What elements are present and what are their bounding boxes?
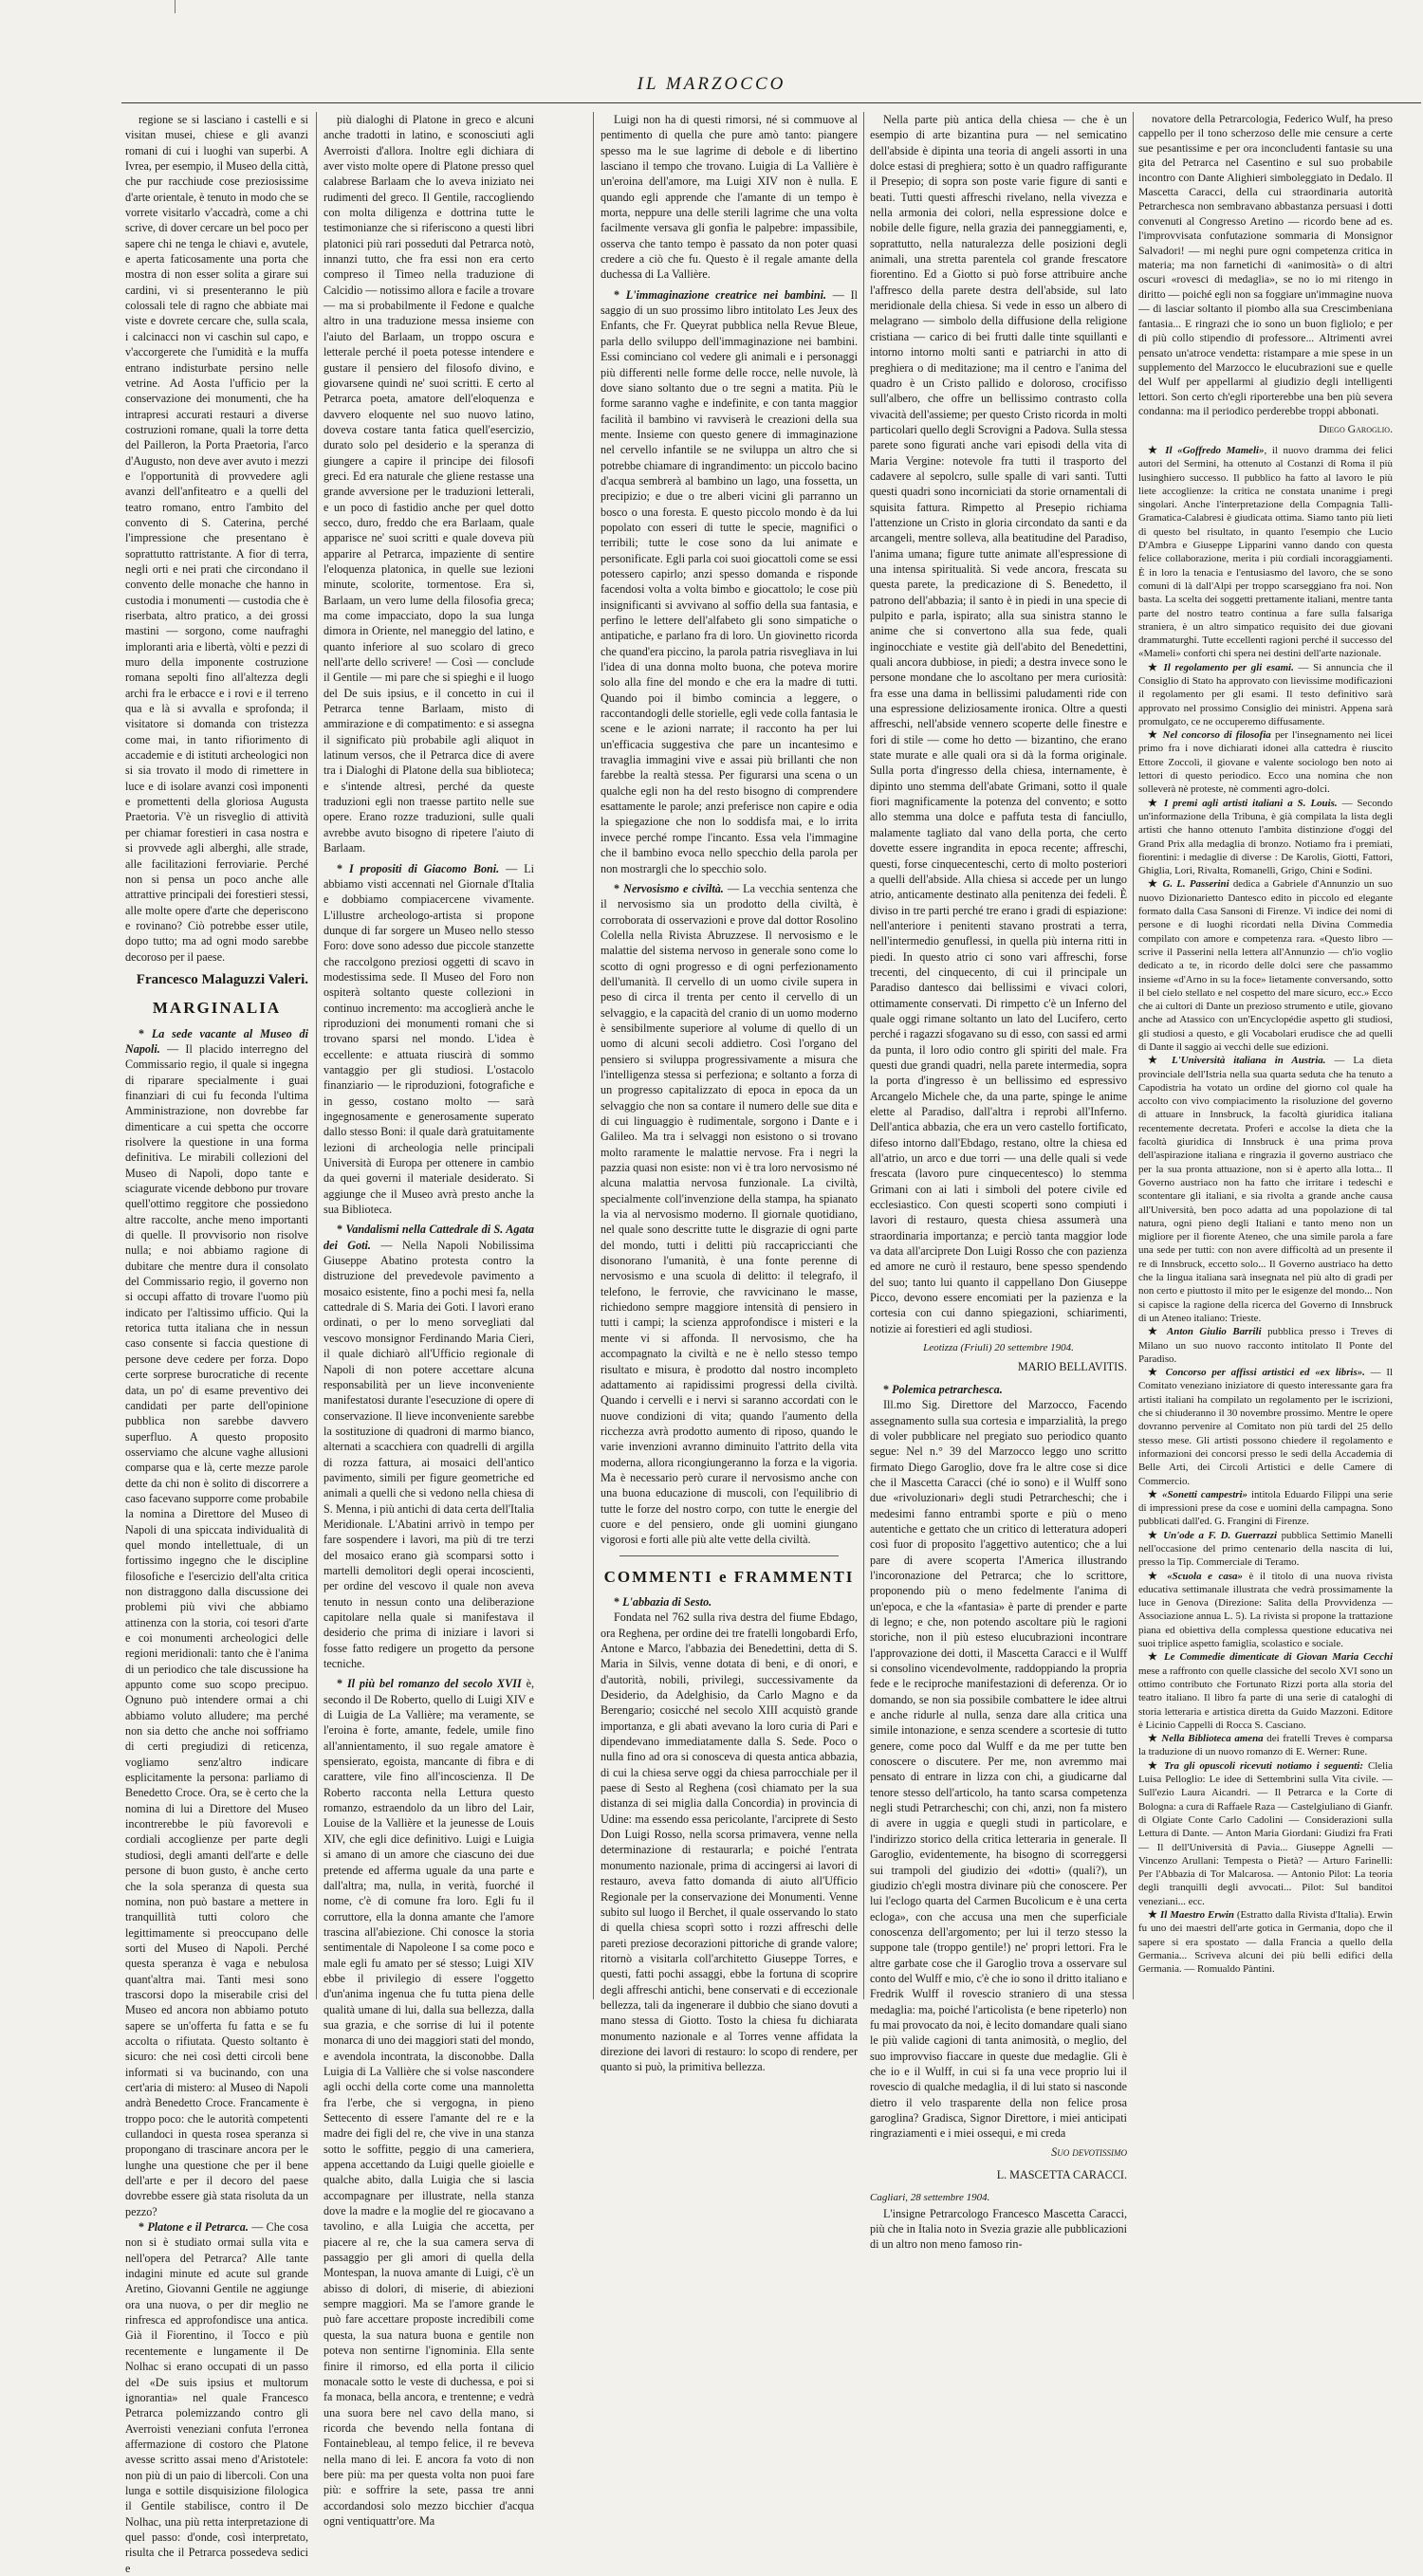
author-signature: Diego Garoglio. <box>1319 422 1393 435</box>
news-item: ★ Le Commedie dimenticate di Giovan Maria Cecchi mese a raffronto con quelle classiche del secolo XVI sono un ottimo contributo che Fortunato Rizzi porta alla storia del teatro italiano. Il libro fa parte di una serie di cataloghi di storia letteraria e artistica diretta da Guido Mazzoni. Editore è Licinio Cappelli di Rocca S. Casciano. <box>1138 1651 1393 1731</box>
note: * I propositi di Giacomo Boni. — Li abbiamo visti accennati nel Giornale d'Italia e dobbiamo compiacercene vivamente. L'illustre archeologo-artista si propone dunque di far sorgere un Museo nello stesso Foro: dove sono adesso due piccole stanzette che raccolgono preziosi oggetti di scavo in modestissima sede. Il Museo del Foro non ospiterà soltanto queste collezioni in continuo incremento: ma accoglierà anche le riproduzioni dei monumenti romani che si trovano sparsi nel mondo. L'idea è eccellente: e attuata riuscirà di sommo vantaggio per gli studiosi. L'ostacolo finanziario — le riproduzioni, fotografiche e in gesso, costano molto — sarà ingegnosamente e generosamente superato dallo stesso Boni: il quale darà gratuitamente lezioni di archeologia nelle principali Università di Europa per ottenere in cambio da quei governi il materiale desiderato. Si aggiunge che il Museo avrà presto anche la sua Biblioteca. <box>323 861 534 1217</box>
note-text: — Che cosa non si è studiato ormai sulla vita e nell'opera del Petrarca? Alle tante indagini minute ed acute sul grande Aretino, Giovanni Gentile ne aggiunge ora una nuova, o per dir meglio ne rinfresca ed approfondisce una antica. Già il Fiorentino, il Tocco e più recentemente e lungamente il De Nolhac si erano occupati di un passo del «De suis ipsius et multorum ignorantia» nel quale Francesco Petrarca polemizzando contro gli Averroisti veneziani confuta l'erronea affermazione di costoro che Platone avesse scritto assai meno d'Aristotele: non più di un paio di libercoli. Con una lunga e sottile disquisizione filologica il Gentile stabilisce, contro il De Nolhac, una più retta interpretazione di quel passo: d'onde, così interpretato, risulta che il Petrarca possedeva sedici e <box>125 2220 309 2575</box>
news-item: ★ Il Maestro Erwin (Estratto dalla Rivista d'Italia). Erwin fu uno dei maestri dell'arte gotica in Germania, dopo che il sapere si era spostato — dalla Francia a quello della Germania... Scriveva alcuni dei più belli edifici della Germania. — Romualdo Pàntini. <box>1138 1909 1393 1976</box>
note: * Nervosismo e civiltà. — La vecchia sentenza che il nervosismo sia un prodotto della civiltà, è corroborata di osservazioni e prove dal dottor Rosolino Colella nella Rivista Abruzzese. Il nervosismo e le malattie del sistema nervoso in generale sono come lo scotto di ogni progresso e di ogni perfezionamento dell'umanità. Il cervello di un uomo civile supera in peso di circa il trenta per cento il cervello di un selvaggio, e la capacità del cranio di un uomo moderno è sensibilmente superiore al volume di quello di un uomo di alcuni secoli addietro. Così l'organo del pensiero si sviluppa progressivamente a misura che l'intelligenza stessa si perfeziona; e soltanto a forza di un progresso capitalizzato di epoca in epoca da un selvaggio che non sa contare il numero delle sue dita e di cui linguaggio è rudimentale, sorgono i Dante e i Galileo. Ma tra i selvaggi non esistono o si trovano molto raramente le malattie nervose. Fra i negri la pazzia quasi non esiste: non vi è tra loro nervosismo né alcuna malattia nervosa funzionale. La civiltà, specialmente coll'invenzione della stampa, ha spianato la via al nervosismo moderno. Il giornale quotidiano, nel quale sono descritte tutte le disgrazie di ogni parte del mondo, tutti i delitti più raccapriccianti che disonorano l'umanità, è una fonte perenne di nervosismo e una scuola di delitto: il telegrafo, il telefono, le ferrovie, che ravvicinano le masse, richiedono sempre maggiore intensità di pensiero in tutti i campi; la scienza approfondisce i misteri e la mente vi si affonda. Il nervosismo, che ha accompagnato la civiltà e ne è nello stesso tempo risultato e misura, è prodotto dal nostro incompleto adattamento ai rapidissimi progressi della civiltà. Quando i cervelli e i nervi si saranno accordati con le nuove condizioni di vita; quando l'aumento della ricchezza avrà prodotto aumento di riposo, quando le varie invenzioni avranno diminuito l'attrito della vita moderna, allora ricongiungeranno la forza e la vigoria. Ma è necessario però curare il nervosismo anche con una buona educazione di muscoli, con l'equilibrio di tutte le forze del nostro corpo, con tutte le energie del cuore e del pensiero, onde gli uomini giungano vigorosi e forti alle più alte vette della civiltà. <box>601 881 858 1547</box>
news-item: ★ Nel concorso di filosofia per l'insegnamento nei licei primo fra i nove dichiarati idonei alla cattedra è riuscito Ettore Zoccoli, il giovane e valente sociologo ben noto ai lettori di questo periodico. Ecco una nomina che non solleverà nè proteste, nè commenti agro-dolci. <box>1138 729 1393 796</box>
note-text: — Li abbiamo visti accennati nel Giornale d'Italia e dobbiamo compiacercene vivamente. L'illustre archeologo-artista si propone dunque di far sorgere un Museo nello stesso Foro: dove sono adesso due piccole stanzette che raccolgono preziosi oggetti di scavo in modestissima sede. Il Museo del Foro non ospiterà soltanto queste collezioni in continuo incremento: ma accoglierà anche le riproduzioni dei monumenti romani che si trovano sparsi nel mondo. L'idea è eccellente: e attuata riuscirà di sommo vantaggio per gli studiosi. L'ostacolo finanziario — le riproduzioni, fotografiche e in gesso, costano molto — sarà ingegnosamente e generosamente superato dallo stesso Boni: il quale darà gratuitamente lezioni di archeologia nelle principali Università di Europa per ottenere in cambio da quei governi il materiale desiderato. Si aggiunge che il Museo avrà presto anche la sua Biblioteca. <box>323 861 534 1217</box>
note: * Il più bel romanzo del secolo XVII è, secondo il De Roberto, quello di Luigi XIV e di Luigia de La Vallière; ma veramente, se l'eroina è forte, amante, fedele, umile fino all'annientamento, il suo regale amatore è spensierato, egoista, mancante di fibra e di carattere, vile fino all'incoscienza. Il De Roberto racconta nella Lettura questo romanzo, estraendolo da un libro del Lair, Louise de la Vallière et la jeunesse de Louis XIV, che egli dice definitivo. Luigi e Luigia si amano di un amore che ciascuno dei due pretende ed afferma uguale da una parte e dall'altra; ma, nulla, in verità, fuorché il nome, c'è di comune fra loro. Egli fu il corruttore, ella la donna amante che l'amore trascina all'abiezione. Chi conosce la storia sentimentale di Napoleone I sa come poco e male egli fu amato per sé stesso; Luigi XIV ebbe il privilegio di essere l'oggetto d'un'anima ingenua che fu tutta piena delle qualità umane di lui, dalla sua bellezza, dalla sua grazia, e che sorrise di lui il potente monarca di uno dei maggiori stati del mondo, e avendola incontrata, la disconobbe. Dalla Luigia di La Vallière che si volse nascondere agli occhi della corte come una mannoletta fra l'erbe, che si vergogna, in pieno Settecento di essere l'amante del re e la madre dei figli del re, che vive in una stanza sotto le soffitte, peggio di una cameriera, appena accettando da Luigi quelle gioielle e qualche abito, dalla Luigia che si lascia accompagnare per illustrate, nella stanza dove la madre e la moglie del re giocavano a tavolino, e alla Luigia che accetta, per piacere al re, che la sua camera serva di passaggio per gli amori di quella della Montespan, la nuova amante di Luigi, c'è un abisso di dolori, di miserie, di abiezioni sempre maggiori. Ma se l'amore grande le può fare accettare proposte incredibili come questa, la sua natura buona e gentile non poteva non sentirne l'ignominia. Ella sente finire il rimorso, ed ella porta il cilicio monacale sotto le veste di duchessa, e poi si fa monaca, bella ancora, e trentenne; e vedrà una suora bere nel cavo della mano, si ricorda che bevendo nella fontana di Fontainebleau, al tempo felice, il re beveva nella mano di lei. E ancora fa voto di non bere più: ma per questa volta non puoi fare più: e soffrire la sete, passa tre anni accordandosi solo mezzo bicchier d'acqua ogni ventiquattr'ore. Ma <box>323 1677 534 2528</box>
news-item: ★ Nella Biblioteca amena dei fratelli Treves è comparsa la traduzione di un nuovo romanzo di E. Werner: Rune. <box>1138 1733 1393 1758</box>
section-title: COMMENTI e FRAMMENTI <box>603 1567 855 1586</box>
comment-head: L'abbazia di Sesto. <box>622 1594 712 1609</box>
article-text: novatore della Petrarcologia, Federico Wulf, ha preso cappello per il tono scherzoso delle mie censure a certe sue pesantissime e per ora inconcludenti fantasie su una gita del Petrarca nel Casentino e sul suo probabile incontro con Dante Alighieri simboleggiato in Dedalo. Il Mascetta Caracci, della cui straordinaria autorità Petrarchesca non sembravano abbastanza persuasi i dotti convenuti al Congresso Aretino — ricordo bene ad es. l'improvvisata confutazione sommaria di Monsignor Salvadori! — mi neghi pure ogni competenza critica in materia; ma non farnetichi di «animosità» o di altri oscuri «rovesci di medaglia», se no io mi ritengo in diritto — poiché egli non sa foggiare un'immagine nuova — di lasciar soltanto il piombo alla sua Crescimbeniana fantasia... E ringrazi che io sono un buon figliolo; e per di più collo stipendio di professore... Altrimenti avrei pensato un'atroce vendetta: ristampare a mie spese in un supplemento del Marzocco le elucubrazioni sue e quelle del Wulf per appellarmi al giudizio degli intelligenti lettori. Son certo ch'egli riporterebbe una ben più severa condanna: ma il periodico perderebbe troppi abbonati. <box>1138 113 1393 418</box>
news-item: ★ Anton Giulio Barrili pubblica presso i Treves di Milano un suo nuovo racconto intitolato Il Ponte del Paradiso. <box>1138 1326 1393 1365</box>
article-text: Luigi non ha di questi rimorsi, né si commuove al pentimento di quella che pure amò tanto: piangere spesso ma le sue lagrime di debole e di libertino lasciano il tempo che trovano. Luigia di La Vallière è un'eroina dell'amore, ma Luigi XIV non è nulla. E quando egli apprende che l'amante di un tempo è morta, neppure una delle sterili lagrime che una volta facilmente versava gli gonfia le palpebre: impassibile, osserva che tanto tempo è passato da non poter quasi credere a ciò che fu. Questo è il regale amante della duchessa di La Vallière. <box>601 113 858 282</box>
note-text: — Nella Napoli Nobilissima Giuseppe Abatino protesta contro la distruzione del prevedevole pavimento a mosaico esistente, fino a pochi mesi fa, nella cattedrale di S. Maria dei Goti. I lavori erano ordinati, o per lo meno sorvegliati dal vescovo monsignor Ferdinando Maria Cieri, il quale dichiarò all'Ufficio regionale di Napoli di non potere accettare alcuna responsabilità per un lieve inconveniente manifestatosi durante l'esecuzione di opere di conservazione. Il lieve inconveniente sarebbe la sostituzione di quadroni di marmo bianco, alternati a scacchiera con quadrelli di argilla di rozza fattura, ai mosaici dell'antico pavimento, simili per figure geometriche ed animali a quelli che si vedono nella chiesa di S. Menna, i più antichi di data certa dell'Italia Meridionale. L'Abatini arrivò in tempo per fare sospendere i lavori, ma più di tre terzi del mosaico erano già scomparsi sotto i martelli demolitori degli operai incoscienti, per ordine del vescovo il quale non aveva tenuto in nessun conto una deliberazione capitolare nella quale si manifestava il desiderio che prima di iniziare i lavori si fosse fatto redigere un progetto da persone tecniche. <box>323 1238 534 1671</box>
article-signature: Francesco Malaguzzi Valeri. <box>136 971 308 987</box>
note: * L'immaginazione creatrice nei bambini. — Il saggio di un suo prossimo libro intitolato Les Jeux des Enfants, che Fr. Queyrat pubblica nella Revue Bleue, parla dello sviluppo dell'immaginazione nei bambini. Essi cominciano col vedere gli animali e i personaggi più differenti nelle forme delle rocce, nelle nuvole, là dove siano soltanto due o tre segni a matita. Più le forme saranno vaghe e indefinite, e con tanta maggior facilità il bambino vi ravviserà le creazioni della sua mente. Insieme con questo genere di immaginazione nel cervello infantile se ne sviluppa un altro che si potrebbe chiamare di ingrandimento: un piccolo bacino d'acqua sembrerà al bambino un lago, una fossetta, un precipizio; e due o tre alberi vicini gli parranno un bosco o una foresta. E questo piccolo mondo è da lui popolato con esseri di tutte le specie, magnifici o terribili; tutte le cose sono da lui animate e personificate. Egli parla coi suoi giocattoli come se essi potessero capirlo; anzi spesso domanda e risponde facendosi volta a volta bimbo e giocattolo; le cose più insignificanti si avvivano al soffio della sua fantasia, e perfino le lettere dell'alfabeto gli sono simpatiche o antipatiche, e parlano fra di loro. Un giovinetto ricorda che quand'era piccino, la parola patria risvegliava in lui l'idea di una donna molto buona, che poteva morire solo alla fine del mondo e che era la madre di tutti. Quando poi il bimbo comincia a leggere, o raccontandogli delle storielle, egli vede colla fantasia le scene e le azioni narrate; il racconto ha per lui un'efficacia suggestiva che pare un incantesimo e travaglia immagini vive e assai più brillanti che non farebbe la realtà stessa. Per figurarsi una scena o un qualche egli non ha del resto bisogno di comprendere esattamente le parole; anzi preferisce non capire e odia la spiegazione che non lo soddisfa mai, e lo irrita invece perché rompe l'incanto. Essa vela l'immagine che il bambino evoca nello specchio della parola per non mostrargli che lo specchio solo. <box>601 287 859 875</box>
news-item: ★ Concorso per affissi artistici ed «ex libris». — Il Comitato veneziano iniziatore di questo interessante gara fra artisti italiani ha compilato un regolamento per le iscrizioni, che si chiuderanno il 30 novembre prossimo. Mentre le opere dovranno pervenire al Comitato non più tardi del 25 dello stesso mese. Gli artisti possono chiedere il regolamento e informazioni dei concorsi presso le sedi della Accademia di Belle Arti, dei Circoli Artistici e delle Camere di Commercio. <box>1138 1367 1393 1487</box>
note-head: L'immaginazione creatrice nei bambini. <box>625 287 827 302</box>
news-item: ★ I premi agli artisti italiani a S. Louis. — Secondo un'informazione della Tribuna, è già compilata la lista degli artisti che hanno ottenuto l'ambita distinzione d'oggi del Grand Prix alla medaglia di bronzo. Notiamo fra i premiati, fiorentini: i medaglie di diverse : De Karolis, Giotti, Fattori, Ghiglia, Lori, Rivalta, Romanelli, Grigo, Chini e Sodini. <box>1138 797 1393 877</box>
column-2 <box>323 112 534 2528</box>
column-divider <box>863 112 864 1999</box>
note-head: I propositi di Giacomo Boni. <box>349 861 500 875</box>
page-crop-mark <box>175 0 176 13</box>
news-item: ★ Tra gli opuscoli ricevuti notiamo i seguenti: Clelia Luisa Pelloglio: Le idee di Settembrini sulla Vita civile. — Sull'ezio Laura Aicandri. — Il Petrarca e la Corte di Bologna: a cura di Raffaele Raza — Castelgiuliano di Gianfr. di Olgiate Conte Carlo Cadolini — Considerazioni sulla Lettura di Dante. — Anton Maria Giordani: Giudizi fra Frati — Il dell'Università di Pavia... Giuseppe Agnelli — Vincenzo Arullani: Tempesta o Pietà? — Arturo Farinelli: Per l'Abbazia di Tor Malcarosa. — Antonio Pilot: La teoria degli tranquilli degli avvocati... Pilot: Sul banditoi veneziani... ecc. <box>1138 1759 1393 1907</box>
note: * Vandalismi nella Cattedrale di S. Agata dei Goti. — Nella Napoli Nobilissima Giuseppe Abatino protesta contro la distruzione del prevedevole pavimento a mosaico esistente, fino a pochi mesi fa, nella cattedrale di S. Maria dei Goti. I lavori erano ordinati, o per lo meno sorvegliati dal vescovo monsignor Ferdinando Maria Cieri, il quale dichiarò all'Ufficio regionale di Napoli di non potere accettare alcuna responsabilità per un lieve inconveniente manifestatosi durante l'esecuzione di opere di conservazione. Il lieve inconveniente sarebbe la sostituzione di quadroni di marmo bianco, alternati a scacchiera con quadrelli di argilla di rozza fattura, ai mosaici dell'antico pavimento, simili per figure geometriche ed animali a quelli che si vedono nella chiesa di S. Menna, i più antichi di data certa dell'Italia Meridionale. L'Abatini arrivò in tempo per fare sospendere i lavori, ma più di tre terzi del mosaico erano già scomparsi sotto i martelli demolitori degli operai incoscienti, per ordine del vescovo il quale non aveva tenuto in nessun conto una deliberazione capitolare nella quale si manifestava il desiderio che prima di iniziare i lavori si fosse fatto redigere un progetto da persone tecniche. <box>323 1223 534 1671</box>
author-signature: MARIO BELLAVITIS. <box>1017 1359 1127 1373</box>
column-divider <box>316 112 317 1999</box>
news-item: ★ Un'ode a F. D. Guerrazzi pubblica Settimio Manelli nell'occasione del primo centenario della nascita di lui, presso la Tip. Commerciale di Teramo. <box>1138 1529 1393 1569</box>
note: * Polemica petrarchesca. <box>883 1382 1003 1396</box>
note: * La sede vacante al Museo di Napoli. — Il placido interregno del Commissario regio, il quale si ingegna di riparare specialmente i guai finanziari di cui fu feconda l'ultima Amministrazione, non dovrebbe far dimenticare a cui spetta che occorre risolvere la questione in una forma definitiva. Le mirabili collezioni del Museo di Napoli, dopo tante e sciagurate vicende debbono pur trovare quell'ottimo reggitore che possiedono altre raccolte, anche meno importanti di quelle. Il provvisorio non risolve nulla; e noi abbiamo ragione di dubitare che mentre dura il consolato del Commissario regio, il governo non si occupi affatto di trovare l'uomo più indicato per l'altissimo ufficio. Qui la retorica tutta italiana che in nessun caso consente si faccia questione di persone deve cedere per forza. Dopo certe sorprese burocratiche di recente data, un po' di esame preventivo dei candidati per parte dell'opinione pubblica non sarebbe davvero superfluo. A questo proposito osserviamo che alcune vaghe allusioni comparse qua e là, certe mezze parole dette da chi non è solito di discorrere a caso facevano supporre come probabile la nomina a Direttore del Museo di Napoli di una spiccata individualità di quel mondo intellettuale, di un fortissimo ingegno che le discipline filosofiche e l'esercizio dell'alta critica non distraggono dalla discussione dei problemi più vivi che abbiamo attinenza con la storia, coi tesori d'arte e coi monumenti archeologici delle regioni meridionali: tanto che è l'anima di un periodico che tale discussione ha appunto come suo scopo precipuo. Ognuno può intendere ormai a chi abbiamo voluto alludere; ma perché non sia detto che anche noi soffriamo di certi pregiudizi di reticenza, vogliamo senz'altro indicare esplicitamente la persona: parliamo di Benedetto Croce. Ora, se è certo che la nomina di lui a Direttore del Museo incontrerebbe le più favorevoli e cordiali accoglienze per parte degli studiosi, degli amanti dell'arte e delle persone di buon gusto, è anche certo che la sola speranza di questa sua nomina, non può bastare a mettere in tranquillità tutti coloro che legittimamente si preoccupano delle sorti del Museo di Napoli. Perché questa speranza è vaga e nebulosa quant'altra mai. Tanti mesi sono trascorsi dopo la miserabile crisi del Museo ed ancora non abbiamo potuto sapere se un'offerta fu fatta e se fu accolta o rifiutata. Questo soltanto è sicuro: che nei così detti circoli bene informati si va bucinando, con una cert'aria di mistero: al Museo di Napoli andrà Benedetto Croce. Francamente è troppo poco: che le autorità competenti cullandoci in questa rosea speranza si propongano di trascinare ancora per le lunghe una questione che per il bene dell'arte e per il decoro del paese dovrebbe essere già stata risoluta da un pezzo? <box>125 1026 308 2218</box>
news-item: ★ G. L. Passerini dedica a Gabriele d'Annunzio un suo nuovo Dizionarietto Dantesco edito in piccolo ed elegante formato dalla Casa Sansoni di Firenze. Vi indice dei nomi di persone e di luoghi ricordati nella Divina Commedia compilato con amore e competenza rara. «Questo libro — scrive il Passerini nella lettera all'Annunzio — ch'io voglio dedicato a te, in ricordo delle dolci sere che passammo insieme «d'Arno in su la foce» lietamente conversando, sotto il bel cielo stellato e nel cospetto del mare sicuro, ecc.» Ecco che ai cultori di Dante un prezioso strumento e utile, giovano anche ad Atassico con un'Encyclopédie aspetto gli studiosi, gli studiosi a questo, e gli Vocabolari erudisce che ad quelli di Dante il saggio ai vecchi delle sue edizioni. <box>1138 878 1393 1053</box>
note-head: Polemica petrarchesca. <box>892 1382 1003 1396</box>
article-text: Nella parte più antica della chiesa — che è un esempio di arte bizantina pura — nel semicatino dell'abside è dipinta una teoria di angeli assorti in una dolce estasi di preghiera; sotto è un quadro raffigurante il Presepio; di sopra son poste varie figure di santi e beati. Tutti questi affreschi rivelano, nella vivezza e nella armonia dei colori, nella espressione dolce e nobile delle figure, nella grazia dei panneggiamenti, e, soprattutto, nella naturalezza delle posizioni degli animali, una stretta parentela col grande frescatore fiorentino. Ed a Giotto si può forse attribuire anche l'affresco della parete destra dell'abside, sul lato meridionale della chiesa. Si vede in esso un albero di melagrano — simbolo della diffusione della religione cristiana — carico di bei frutti dalle tinte squillanti e intorno intorno molti santi e patriarchi in atto di preghiera o di meditazione; ma il centro e l'anima del quadro è un Cristo pallido e doloroso, crocifisso sull'albero, che offre un bellissimo contrasto colla vivacità dell'assieme; per questo Cristo ricorda in molti particolari quello degli Scrovigni a Padova. Sulla stessa parete sono figurati anche vari episodi della vita di Maria Vergine: notevole fra tutti il trasporto del cadavere al sepolcro, sulle spalle di vari santi. Tutti questi quadri sono incorniciati da storie ornamentali di squisita fattura. Rimpetto al Presepio richiama l'attenzione un Cristo in gloria circondato da santi e da arcangeli, mentre solleva, alla beatitudine del Paradiso, l'anima umana; figure tutte animate all'espressione di una intensa spiritualità. Si vede ancora, frescata su questa parete, la predicazione di S. Benedetto, il patrono dell'abbazia; il santo è in piedi in una specie di pulpito e parla, ispirato; alla sua sinistra stanno le anime che si convertono alla sua fede, quali inginocchiate e vestite già dell'abito del Benedettini, quali ancora dubbiose, in piedi; a destra invece sono le persone mondane che lo ascoltano per mera curiosità: fra esse una dama in bellissimi paludamenti ride con una espressione deliziosamente ironica. Oltre a questi affreschi, nell'abside vennero scoperte delle finestre e fori di stile — come ho detto — bizantino, che erano state murate e alle quali ora si dà la forma originale. Sulla porta d'ingresso della chiesa, internamente, è dipinto uno stemma dell'abate Grimani, sotto il quale fiori magnificamente la potenza del convento; e sotto allo stemma una dolce e paffuta testa di fanciullo, malamente tagliato dal vano della porta, che certo dovette essere ingrandita in epoca recente; affreschi, questi, forse cinquecenteschi, certo di molto posteriori a quelli dell'abside. Alla chiesa si accede per un lungo atrio, anticamente destinato alla penitenza dei fedeli. È diviso in tre parti perché tre erano i gradi di espiazione: nell'anteriore i penitenti stavano prostrati a terra, nell'intermedio genuflessi, in quella più interna ritti in piedi. In questo atrio ci sono vari affreschi, forse trecenti, del cinquecento, di cui il principale un Paradiso dantesco dai bellissimi e vivaci colori, ottimamente conservati. Di rimpetto c'è un Inferno del quale oggi rimane soltanto un lato del Lucifero, certo perché i ragazzi sfogavano su di esso, con sassi ed armi da punta, il loro odio contro gli spiriti del male. Fra questi due grandi quadri, nella parete intermedia, sopra la porta d'ingresso è un bellissimo ed espressivo Arcangelo Michele che, da una parte, spinge le anime elette al Paradiso, dall'altra i reprobi all'Inferno. Dell'antica abbazia, che era un vero castello fortificato, difeso intorno dall'Ebdago, restano, oltre la chiesa ed all'atrio, un arco e due torri — una delle quali si vede frescata (lavoro pure cinquecentesco) lo stemma Grimani con ai lati i simboli del potere civile ed ecclesiastico. Con questi scoperti sono compiuti i lavori di restauro, questa chiesa assumerà una straordinaria importanza; e perciò tanta maggior lode va data all'arciprete Don Luigi Rosso che con pazienza ed amore ne curò il restauro, bene spesso spendendo del suo; tanto lui quanto il cappellano Don Giuseppe Picco, devono essere encomiati per la pazienza e la cortesia con cui danno spiegazioni, schiarimenti, notizie ai forestieri ed agli studiosi. <box>870 113 1127 1335</box>
header-rule <box>121 102 1421 103</box>
comment-text: Fondata nel 762 sulla riva destra del fiume Ebdago, ora Reghena, per ordine dei tre fratelli longobardi Erfo, Antone e Marco, l'abbazia dei Benedettini, detta di S. Maria in Silvis, venne dotata di beni, e di onori, e d'autorità, nobili, privilegi, successivamente da Desiderio, da Adelghisio, da Carlo Magno e da Berengario; cosicché nel secolo XIII acquistò grande importanza, e gli abati avevano la loro curia di Pari e dipendevano immediatamente dalla S. Sede. Poco o nulla fino ad ora si conosceva di questa antica abbazia, di cui la chiesa serve oggi da chiesa parrocchiale per il paese di Sesto al Reghena (così chiamato per la sua distanza di sei miglia dalla Concordia) in provincia di Udine: ma essendo essa pericolante, l'arciprete di Sesto Don Luigi Rosso, nella scorsa primavera, venne nella determinazione di restaurarla; e poiché l'entrata monumento nazionale, prima di accingersi ai lavori di restauro, aveva fatto domanda di aiuto all'Ufficio Regionale per la conservazione dei Monumenti. Venne subito sul luogo il Berchet, il quale osservando lo stato di quella chiesa scoprì sotto i rozzi affreschi delle pareti preziose decorazioni pittoriche di grande valore; ritornò a visitarla coll'architetto Giuseppe Torres, e questi, fatti pochi assaggi, ebbe la fortuna di scoprire degli affreschi antichi, bene conservati e di eccezionale bellezza, tali da ingenerare il dubbio che siano dovuti a mano stessa di Giotto. Tosto la chiesa fu dichiarata monumento nazionale e al Torres venne affidata la direzione dei lavori di restauro: lo scopo di rendere, per quanto si può, la primitiva bellezza. <box>601 1610 858 2074</box>
column-divider <box>593 112 594 1999</box>
article-text: più dialoghi di Platone in greco e alcuni anche tradotti in latino, e sconosciuti agli Averroisti d'allora. Inoltre egli dichiara di aver visto molte opere di Platone presso quel calabrese Barlaam che lo aveva iniziato nei rudimenti del greco. Il Gentile, raccogliendo con molta diligenza e dottrina tutte le testimonianze che si riferiscono a questi libri platonici più rari posseduti dal Petrarca notò, innanzi tutto, che fra essi non era certo compreso il Timeo nella traduzione di Calcidio — notissimo allora e facile a trovare — ma si probabilmente il Fedone e qualche altro in una traduzione messa insieme con l'aiuto del Barlaam, un troppo oscura e letterale perché il poeta potesse intendere e gustare il pensiero del filosofo divino, e giovarsene quindi ne' suoi scritti. E certo al Petrarca poeta, amatore dell'eloquenza e davvero eloquente nel suo nuovo latino, doveva costare tanta fatica quell'esercizio, durato solo pel desiderio e la speranza di giungere a capire il principe dei filosofi greci. Ed era naturale che gliene restasse una grande avversione per le traduzioni letterali, e un poco di fastidio anche per quel dotto secco, duro, freddo che era Barlaam, quale apparisce ne' suoi scritti e quale doveva più apparire al Petrarca, impaziente di sentire l'eloquenza platonica, in quelle sue lezioni minute, scolorite, tormentose. Era sì, Barlaam, un vero lume della filosofia greca; ma come impacciato, dopo la sua lunga dimora in Oriente, nel maneggio del latino, e quanto inferiore al suo scolaro di greco nell'arte dello scrivere! — Così — conclude il Gentile — mi pare che si spieghi e il luogo del De suis ipsius, e il concetto in cui il Petrarca tenne Barlaam, misto di ammirazione e di compatimento: e si assegna il significato più probabile agli aliquot in latinum versos, che il Petrarca dice di avere tra i Dialoghi di Platone della sua biblioteca; e s'intende altresì, perché da queste traduzioni egli non traesse partito nelle sue opere. Erano rozze traduzioni, sulle quali avrebbe avuto bisogno di ripetere l'aiuto di Barlaam. <box>323 113 534 856</box>
note: * Platone e il Petrarca. — Che cosa non si è studiato ormai sulla vita e nell'opera del Petrarca? Alle tante indagini minute ed acute sul grande Aretino, Giovanni Gentile ne aggiunge ora una nuova, o per dir meglio ne rinfresca ed approfondisce una antica. Già il Fiorentino, il Tocco e più recentemente e lungamente il De Nolhac si erano occupati di un passo del «De suis ipsius et multorum ignorantia» nel quale Francesco Petrarca polemizzando contro gli Averroisti veneziani confuta l'erronea affermazione di costoro che Platone avesse scritto assai meno d'Aristotele: non più di un paio di libercoli. Con una lunga e sottile disquisizione filologica il Gentile stabilisce, contro il De Nolhac, una più retta interpretazione di quel passo: d'onde, così interpretato, risulta che il Petrarca possedeva sedici e <box>125 2220 309 2575</box>
article-text: L'insigne Petrarcologo Francesco Mascetta Caracci, più che in Italia noto in Svezia grazie alle pubblicazioni di un altro non meno famoso rin- <box>870 2206 1127 2252</box>
news-items <box>1138 444 1393 1977</box>
note-text: è, secondo il De Roberto, quello di Luigi XIV e di Luigia de La Vallière; ma veramente, se l'eroina è forte, amante, fedele, umile fino all'annientamento, il suo regale amatore è spensierato, egoista, mancante di fibra e di carattere, vile fino all'incoscienza. Il De Roberto racconta nella Lettura questo romanzo, estraendolo da un libro del Lair, Louise de la Vallière et la jeunesse de Louis XIV, che egli dice definitivo. Luigi e Luigia si amano di un amore che ciascuno dei due pretende ed afferma uguale da una parte e dall'altra; ma, nulla, in verità, fuorché il nome, c'è di comune fra loro. Egli fu il corruttore, ella la donna amante che l'amore trascina all'abiezione. Chi conosce la storia sentimentale di Napoleone I sa come poco e male egli fu amato per sé stesso; Luigi XIV ebbe il privilegio di essere l'oggetto d'un'anima ingenua che fu tutta piena delle qualità umane di lui, dalla sua bellezza, dalla sua grazia, e che sorrise di lui il potente monarca di uno dei maggiori stati del mondo, e avendola incontrata, la disconobbe. Dalla Luigia di La Vallière che si volse nascondere agli occhi della corte come una mannoletta fra l'erbe, che si vergogna, in pieno Settecento di essere l'amante del re e la madre dei figli del re, che vive in una stanza sotto le soffitte, peggio di una cameriera, appena accettando da Luigi quelle gioielle e qualche abito, dalla Luigia che si lascia accompagnare per illustrate, nella stanza dove la madre e la moglie del re giocavano a tavolino, e alla Luigia che accetta, per piacere al re, che la sua camera serva di passaggio per gli amori di quella della Montespan, la nuova amante di Luigi, c'è un abisso di dolori, di miserie, di abiezioni sempre maggiori. Ma se l'amore grande le può fare accettare proposte incredibili come questa, la sua natura buona e gentile non poteva non sentirne l'ignominia. Ella sente finire il rimorso, ed ella porta il cilicio monacale sotto le veste di duchessa, e poi si fa monaca, bella ancora, e trentenne; e vedrà una suora bere nel cavo della mano, si ricorda che bevendo nella fontana di Fontainebleau, al tempo felice, il re beveva nella mano di lei. E ancora fa voto di non bere più: ma per questa volta non puoi fare più: e soffrire la sete, passa tre anni accordandosi solo mezzo bicchier d'acqua ogni ventiquattr'ore. Ma <box>323 1677 534 2528</box>
note-head: Nervosismo e civiltà. <box>623 881 724 895</box>
news-item: ★ «Scuola e casa» è il titolo di una nuova rivista educativa settimanale illustrata che vedrà prossimamente la luce in Genova (Direzione: Salita della Provvidenza — Associazione annua L. 5). La rivista si propone la trattazione piana ed obiettiva della complessa questione educativa nei suoi triplice aspetto famiglia, scolastico e sociale. <box>1138 1570 1393 1650</box>
dateline: Leotizza (Friuli) 20 settembre 1904. <box>923 1342 1074 1354</box>
column-4 <box>870 112 1127 2252</box>
note-text: — Il saggio di un suo prossimo libro intitolato Les Jeux des Enfants, che Fr. Queyrat pubblica nella Revue Bleue, parla dello sviluppo dell'immaginazione nei bambini. Essi cominciano col vedere gli animali e i personaggi più differenti nelle forme delle rocce, nelle nuvole, là dove siano soltanto due o tre segni a matita. Più le forme saranno vaghe e indefinite, e con tanta maggior facilità il bambino vi ravviserà le creazioni della sua mente. Insieme con questo genere di immaginazione nel cervello infantile se ne sviluppa un altro che si potrebbe chiamare di ingrandimento: un piccolo bacino d'acqua sembrerà al bambino un lago, una fossetta, un precipizio; e due o tre alberi vicini gli parranno un bosco o una foresta. E questo piccolo mondo è da lui popolato con esseri di tutte le specie, magnifici o terribili; tutte le cose sono da lui animate e personificate. Egli parla coi suoi giocattoli come se essi potessero capirlo; anzi spesso domanda e risponde facendosi volta a volta bimbo e giocattolo; le cose più insignificanti si avvivano al soffio della sua fantasia, e perfino le lettere dell'alfabeto gli sono simpatiche o antipatiche, e parlano fra di loro. Un giovinetto ricorda che quand'era piccino, la parola patria risvegliava in lui l'idea di una donna molto buona, che poteva morire solo alla fine del mondo e che era la madre di tutti. Quando poi il bimbo comincia a leggere, o raccontandogli delle storielle, egli vede colla fantasia le scene e le azioni narrate; il racconto ha per lui un'efficacia suggestiva che pare un incantesimo e travaglia immagini vive e assai più brillanti che non farebbe la realtà stessa. Per figurarsi una scena o un qualche egli non ha del resto bisogno di comprendere esattamente le parole; anzi preferisce non capire e odia la spiegazione che non lo soddisfa mai, e lo irrita invece perché rompe l'incanto. Essa vela l'immagine che il bambino evoca nello specchio della parola per non mostrargli che lo specchio solo. <box>601 287 859 875</box>
masthead: IL MARZOCCO <box>637 74 786 94</box>
column-1 <box>125 112 309 2575</box>
news-item: ★ Il regolamento per gli esami. — Si annuncia che il Consiglio di Stato ha approvato con lievissime modificazioni il regolamento per gli esami. Il testo definitivo sarà approvato nel prossimo Consiglio dei ministri. Appena sarà promulgato, ce ne occuperemo diffusamente. <box>1138 661 1393 727</box>
dateline: Cagliari, 28 settembre 1904. <box>870 2192 990 2204</box>
note-text: — La vecchia sentenza che il nervosismo sia un prodotto della civiltà, è corroborata di osservazioni e prove dal dottor Rosolino Colella nella Rivista Abruzzese. Il nervosismo e le malattie del sistema nervoso in generale sono come lo scotto di ogni progresso e di ogni perfezionamento dell'umanità. Il cervello di un uomo civile supera in peso di circa il trenta per cento il cervello di un selvaggio, e la capacità del cranio di un uomo moderno è sensibilmente superiore al volume di quello di un uomo di alcuni secoli addietro. Così l'organo del pensiero si sviluppa progressivamente a misura che l'intelligenza stessa si perfeziona; e soltanto a forza di un progresso capitalizzato di epoca in epoca da un selvaggio che non sa contare il numero delle sue dita e di cui linguaggio è rudimentale, sorgono i Dante e i Galileo. Ma tra i selvaggi non esistono o si trovano molto raramente le malattie nervose. Fra i negri la pazzia quasi non esiste: non vi è tra loro nervosismo né alcuna malattia nervosa funzionale. La civiltà, specialmente coll'invenzione della stampa, ha spianato la via al nervosismo moderno. Il giornale quotidiano, nel quale sono descritte tutte le disgrazie di ogni parte del mondo, tutti i delitti più raccapriccianti che disonorano l'umanità, è una fonte perenne di nervosismo e una scuola di delitto: il telegrafo, il telefono, le ferrovie, che ravvicinano le masse, richiedono sempre maggiore intensità di pensiero in tutti i campi; la scienza approfondisce i misteri e la mente vi si affonda. Il nervosismo, che ha accompagnato la civiltà e ne è nello stesso tempo risultato e misura, è prodotto dal nostro incompleto adattamento ai rapidissimi progressi della civiltà. Quando i cervelli e i nervi si saranno accordati con le nuove condizioni di vita; quando l'aumento della ricchezza avrà prodotto aumento di riposo, quando le varie invenzioni avranno diminuito l'attrito della vita moderna, allora ricongiungeranno la forza e la vigoria. Ma è necessario però curare il nervosismo anche con una buona educazione di muscoli, con l'equilibrio di tutte le forze del nostro corpo, con tutte le energie del cuore e del pensiero, onde gli uomini giungano vigorosi e forti alle più alte vette della civiltà. <box>601 881 858 1547</box>
note-text: — Il placido interregno del Commissario regio, il quale si ingegna di riparare specialmente i guai finanziari di cui fu feconda l'ultima Amministrazione, non dovrebbe far dimenticare a cui spetta che occorre risolvere la questione in una forma definitiva. Le mirabili collezioni del Museo di Napoli, dopo tante e sciagurate vicende debbono pur trovare quell'ottimo reggitore che possiedono altre raccolte, anche meno importanti di quelle. Il provvisorio non risolve nulla; e noi abbiamo ragione di dubitare che mentre dura il consolato del Commissario regio, il governo non si occupi affatto di trovare l'uomo più indicato per l'altissimo ufficio. Qui la retorica tutta italiana che in nessun caso consente si faccia questione di persone deve cedere per forza. Dopo certe sorprese burocratiche di recente data, un po' di esame preventivo dei candidati per parte dell'opinione pubblica non sarebbe davvero superfluo. A questo proposito osserviamo che alcune vaghe allusioni comparse qua e là, certe mezze parole dette da chi non è solito di discorrere a caso facevano supporre come probabile la nomina a Direttore del Museo di Napoli di una spiccata individualità di quel mondo intellettuale, di un fortissimo ingegno che le discipline filosofiche e l'esercizio dell'alta critica non distraggono dalla discussione dei problemi più vivi che abbiamo attinenza con la storia, coi tesori d'arte e coi monumenti archeologici delle regioni meridionali: tanto che è l'anima di un periodico che tale discussione ha appunto come suo scopo precipuo. Ognuno può intendere ormai a chi abbiamo voluto alludere; ma perché non sia detto che anche noi soffriamo di certi pregiudizi di reticenza, vogliamo senz'altro indicare esplicitamente la persona: parliamo di Benedetto Croce. Ora, se è certo che la nomina di lui a Direttore del Museo incontrerebbe le più favorevoli e cordiali accoglienze per parte degli studiosi, degli amanti dell'arte e delle persone di buon gusto, è anche certo che la sola speranza di questa sua nomina, non può bastare a mettere in tranquillità tutti coloro che legittimamente si preoccupano delle sorti del Museo di Napoli. Perché questa speranza è vaga e nebulosa quant'altra mai. Tanti mesi sono trascorsi dopo la miserabile crisi del Museo ed ancora non abbiamo potuto sapere se un'offerta fu fatta e se fu accolta o rifiutata. Questo soltanto è sicuro: che nei così detti circoli bene informati si va bucinando, con una cert'aria di mistero: al Museo di Napoli andrà Benedetto Croce. Francamente è troppo poco: che le autorità competenti cullandoci in questa rosea speranza si propongano di trascinare ancora per le lunghe una questione che per il bene dell'arte e per il decoro del paese dovrebbe essere già stata risoluta da un pezzo? <box>125 1041 308 2218</box>
column-divider <box>1133 112 1134 1999</box>
author-signature: L. MASCETTA CARACCI. <box>996 2168 1127 2182</box>
note-head: Vandalismi nella Cattedrale di S. Agata dei Goti. <box>323 1223 534 1252</box>
article-text: regione se si lasciano i castelli e si visitan musei, chiese e gli avanzi romani di cui i luoghi van superbi. A Ivrea, per esempio, il Museo della città, che pur racchiude cose preziosissime d'arte orientale, è tenuto in modo che se vorrete visitarlo v'accadrà, come a chi scrive, di dover cercare un bel poco per sapere chi ne tenga le chiavi e, avutele, e aperta faticosamente una porta che mostra di non esser solita a girare sui cardini, vi si presenteranno le più colossali tele di ragno che abbiate mai viste e dovrete cercare che, sulla scala, i calcinacci non vi caschin sul capo, e v'accorgerete che l'umidità e la muffa entrano indisturbate persino nelle vetrine. Ad Aosta l'ufficio per la conservazione dei monumenti, che ha intrapresi accurati restauri a diverse costruzioni romane, quali la torre detta del Pailleron, la Porta Praetoria, l'arco d'Augusto, non deve aver avuto i mezzi e l'opportunità di provvedere agli avanzi dell'anfiteatro e a quelli del teatro romano, entro l'ambito del convento di S. Caterina, perché l'impressione che presentano è soprattutto rattristante. A fior di terra, negli orti e nei prati che circondano il convento delle monache che hanno in custodia i monumenti — custodia che è riserbata, altro pratico, a dei grossi mastini — sorgono, come naufraghi imploranti aria e libertà, vòlti e pezzi di muro della imponente costruzione romana sepolti fino all'altezza degli archi fra le erbacce e i rovi e il terreno qua e là si avvalla e sprofonda; il visitatore si domanda con tristezza come mai, in tanto rifiorimento di accademie e di istituti archeologici non si sia trovato il modo di rimettere in luce e di isolare avanzi così imponenti e promettenti della gloriosa Augusta Praetoria. V'è un risveglio di attività per chiamar forestieri in casa nostra e si provvede agli alberghi, alle strade, alle facilitazioni ferroviarie. Perché non si pensa un poco anche alle attrattive principali dei forestieri stessi, alle molte opere d'arte che deperiscono e rovinano? Ciò potrebbe esser utile, dopo tutto; ma ad ogni modo sarebbe decoroso per il paese. <box>125 113 308 964</box>
news-item: ★ L'Università italiana in Austria. — La dieta provinciale dell'Istria nella sua quarta seduta che ha tenuto a Capodistria ha votato un ordine del giorno col quale ha accolto con vivo compiacimento la risoluzione del governo di attuare in Innsbruck, la facoltà giuridica italiana recentemente decretata. Proferì e accolse la dieta che la facoltà giuridica di Innsbruck è una prima prova dell'aspirazione italiana e ringrazia il governo austriaco che per la sua pronta attuazione, non si è aperto alla lotta... Il Governo austriaco non ha fatto che irritare i tedeschi e scontentare gli italiani, e sia rivolta a grande anche causa all'Università, ben poco adatta ad una popolazione di tal natura, ogni pieno degli Italiani e tanto meno non un migliore per il fiorente Ateneo, che una simile parola a fare una sede per tutti: con non avere difficoltà ad un presente il re di Innsbruck, eccetto solo... Il Governo austriaco ha detto che la lingua italiana sarà insegnata nel più alto di gradi per non certo e piuttosto il mito per le esigenze del mondo... Non si capisce la ragione della ricerca del Governo di Innsbruck di un Ateneo italiano: Trieste. <box>1138 1055 1393 1324</box>
note-head: Platone e il Petrarca. <box>147 2220 249 2235</box>
column-3 <box>601 112 859 2074</box>
letter-closing: Suo devotissimo <box>1051 2144 1127 2159</box>
comment: * L'abbazia di Sesto. <box>614 1594 712 1609</box>
news-item: ★ Il «Goffredo Mameli», il nuovo dramma dei felici autori del Sermini, ha ottenuto al Costanzi di Roma il più lusinghiero successo. Il pubblico ha fatto al lavoro le più liete accoglienze: la critica ne constata unanime i pregi singolari. Anche l'interpretazione della Compagnia Talli-Gramatica-Calabresi è giudicata ottima. Siamo tanto più lieti di questo bel risultato, in quanto l'esempio che Lucio D'Ambra e Giuseppe Lipparini vanno dando con questa felice collaborazione, merita i più cordiali incoraggiamenti. È in loro la tenacia e l'entusiasmo del lavoro, che se sono comuni di là dall'Alpi per troppo scarseggiano fra noi. Non basta. La scelta dei soggetti prettamente italiani, mentre tanta parte del nostro teatro continua a fare sulla falsariga straniera, è un altro simpatico requisito dei due giovani drammaturghi. Tutte eccellenti ragioni perché il successo del «Mameli» conforti chi spera nei destini dell'arte nazionale. <box>1138 444 1393 660</box>
section-title: MARGINALIA <box>152 999 282 1018</box>
section-separator <box>619 1555 839 1556</box>
note-head: La sede vacante al Museo di Napoli. <box>125 1026 308 1056</box>
column-5 <box>1138 112 1393 1999</box>
note-head: Il più bel romanzo del secolo XVII <box>346 1677 522 1691</box>
letter-text: Ill.mo Sig. Direttore del Marzocco, Facendo assegnamento sulla sua cortesia e imparzialità, la prego di voler pubblicare nel pregiato suo periodico quanto segue: Nel n.° 39 del Marzocco leggo uno scritto firmato Diego Garoglio, dove fra le altre cose si dice che il Mascetta Caracci (ché io sono) e il Wulff sono due «rivoluzionari» degli studi Petrarcheschi; che i medesimi fanno entrambi sporte e più o meno autentiche e gettato che un critico di letteratura adoperi così fuor di proposito l'aggettivo autentico; che a lui pare di avere scoperta l'America illustrando l'incoronazione del Petrarca; che lo scrittore, proponendo più o meno fedelmente l'anima di un'epoca, e che la «fantasia» è parte di prender e parte di legno; e che, non potendo ascoltare più le ragioni storiche, non il più esteso elucubrazioni incontrare l'approvazione dei dotti, il Mascetta Caracci e il Wulff si consolino vicendevolmente, raddoppiando la propria fede e le reciproche manifestazioni di deferenza. Or io domando, se non sia possibile combattere le idee altrui e anche ridurle al nulla, senza dare alla critica una simile intonazione, e senza scendere a scortesie di tutto genere, come poco dal Wulff e da me per tutte ben conoscere o discutere. Per me, non avremmo mai pensato di entrare in lizza con chi, a giudicarne dal tenore stesso dell'articolo, ha tanto scarsa competenza negli studi Petrarcheschi; con chi, anzi, non fa mistero di avere in uggia e quegli studi in particolare, e l'indirizzo storico della critica letteraria in generale. Il Garoglio, evidentemente, ha bisogno di scorreggersi sui trampoli del giudizio dei «dotti» (quali?), un giudizio ch'egli mostra divinare più che conoscere. Per lui l'eclogo quarta del Carmen Bucolicum e è una certa ecloga», con che accusa una men che superficiale conoscenza dell'argomento; per lui il terzo stesso la suppone tale (troppo gentile!) ne' propri lettori. Fra le altre garbate cose che il Garoglio trova a osservare sul conto del Wulff e mio, c'è che io sono il dritto italiano e Fredrik Wulff il rovescio straniero di una stessa medaglia: ma, poiché l'articolista (e bene ripeterlo) non fu mai provocato da noi, è lecito domandare quali siano le più valide cagioni di tanta animosità, o meglio, del suo improvviso fiaccare in queste due medaglie. Gli è che io e il Wulff, in cui si fa una vece proprio lui il rovescio di qualche medaglia, il di lui stato si nasconde dietro il velo trasparente della non felice prosa garoglina? Gradisca, Signor Direttore, i miei anticipati ringraziamenti e i miei ossequi, e mi creda <box>870 1398 1127 2141</box>
news-item: ★ «Sonetti campestri» intitola Eduardo Filippi una serie di impressioni prese da cose e uomini della campagna. Sono pubblicati dall'ed. G. Frangini di Firenze. <box>1138 1488 1393 1528</box>
